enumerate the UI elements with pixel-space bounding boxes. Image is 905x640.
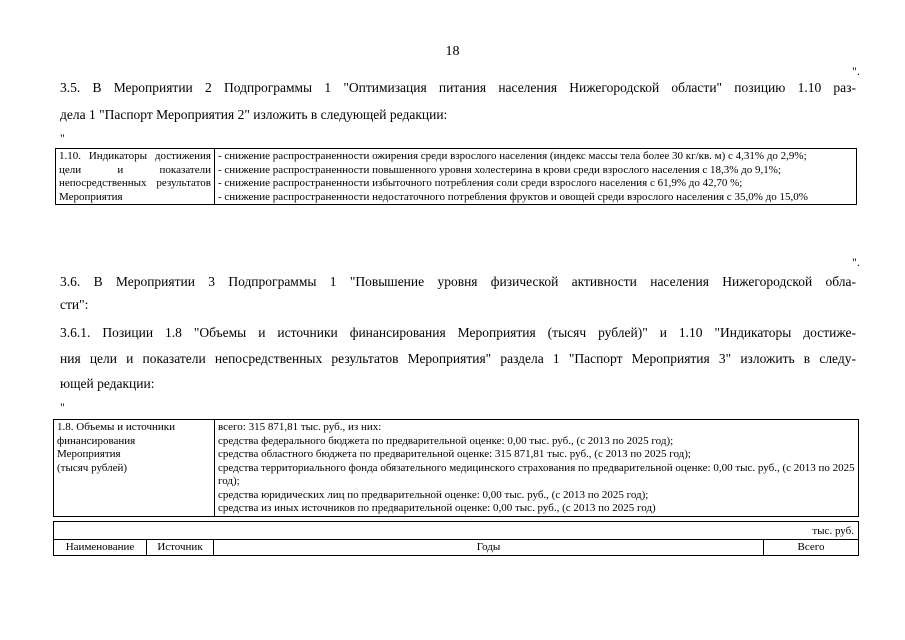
financing-label-line: (тысяч рублей) bbox=[57, 461, 128, 474]
opening-quote: " bbox=[60, 131, 65, 145]
table-border-left bbox=[53, 521, 54, 539]
financing-label-cell bbox=[54, 420, 215, 517]
header-years: Годы bbox=[214, 540, 764, 556]
financing-table bbox=[53, 419, 859, 517]
indicators-table-1 bbox=[55, 148, 857, 205]
financing-item: средства из иных источников по предварительной оценке: 0,00 тыс. руб., (с 2013 по 2025 год) bbox=[218, 502, 656, 514]
paragraph-3-5-line-2: дела 1 "Паспорт Мероприятия 2" изложить в следующей редакции: bbox=[60, 107, 448, 122]
header-source: Источник bbox=[147, 540, 214, 556]
financing-label-line: финансирования bbox=[57, 434, 136, 447]
paragraph-3-6-line-2: сти": bbox=[60, 297, 89, 312]
paragraph-3-6-1-line-2: ния цели и показатели непосредственных результатов Мероприятия" раздела 1 "Паспорт Мероприятия 3" изложить в следу- bbox=[60, 351, 856, 366]
closing-quote: ". bbox=[852, 64, 860, 78]
financing-item: средства юридических лиц по предварительной оценке: 0,00 тыс. руб., (с 2013 по 2025 год); bbox=[218, 488, 649, 501]
table-border-right bbox=[858, 521, 859, 539]
paragraph-3-6-1-line-3: ющей редакции: bbox=[60, 376, 155, 391]
financing-item: всего: 315 871,81 тыс. руб., из них: bbox=[218, 421, 382, 433]
years-table bbox=[53, 539, 859, 556]
financing-label-line: 1.8. Объемы и источники bbox=[57, 421, 176, 433]
indicator-item: - снижение распространенности повышенного уровня холестерина в крови среди взрослого населения с 18,3% до 9,1%; bbox=[218, 163, 781, 176]
opening-quote: " bbox=[60, 400, 65, 414]
indicators-values-cell bbox=[215, 149, 857, 205]
financing-values-cell bbox=[215, 420, 859, 517]
financing-label-line: Мероприятия bbox=[57, 448, 121, 460]
header-name: Наименование bbox=[54, 540, 147, 556]
closing-quote: ". bbox=[852, 255, 860, 269]
paragraph-3-6-line-1: 3.6. В Мероприятии 3 Подпрограммы 1 "Повышение уровня физической активности населения Нижегородской обла- bbox=[60, 274, 856, 289]
indicators-label-cell: 1.10. Индикаторы достижения цели и показатели непосредственных результатов Мероприятия bbox=[56, 149, 215, 205]
indicator-item: - снижение распространенности недостаточного потребления фруктов и овощей среди взрослого населения с 35,0% до 15,0% bbox=[218, 190, 808, 203]
financing-item: средства федерального бюджета по предварительной оценке: 0,00 тыс. руб., (с 2013 по 2025 год); bbox=[218, 434, 674, 447]
financing-item: средства территориального фонда обязательного медицинского страхования по предварительной оценке: 0,00 тыс. руб., (с 2013 по 2025 год); bbox=[218, 461, 855, 487]
units-label: тыс. руб. bbox=[812, 525, 854, 537]
paragraph-3-6-1-line-1: 3.6.1. Позиции 1.8 "Объемы и источники финансирования Мероприятия (тысяч рублей)" и 1.10 "Индикаторы достиже- bbox=[60, 325, 856, 340]
table-separator bbox=[53, 521, 859, 522]
header-total: Всего bbox=[764, 540, 859, 556]
indicator-item: - снижение распространенности ожирения среди взрослого населения (индекс массы тела более 30 кг/кв. м) с 4,31% до 2,9%; bbox=[218, 150, 807, 162]
indicator-item: - снижение распространенности избыточного потребления соли среди взрослого населения с 61,9% до 42,70 %; bbox=[218, 177, 743, 189]
financing-item: средства областного бюджета по предварительной оценке: 315 871,81 тыс. руб., (с 2013 по 2025 год); bbox=[218, 448, 691, 460]
paragraph-3-5-line-1: 3.5. В Мероприятии 2 Подпрограммы 1 "Оптимизация питания населения Нижегородской области" позицию 1.10 раз- bbox=[60, 80, 856, 95]
page-number: 18 bbox=[445, 44, 460, 59]
